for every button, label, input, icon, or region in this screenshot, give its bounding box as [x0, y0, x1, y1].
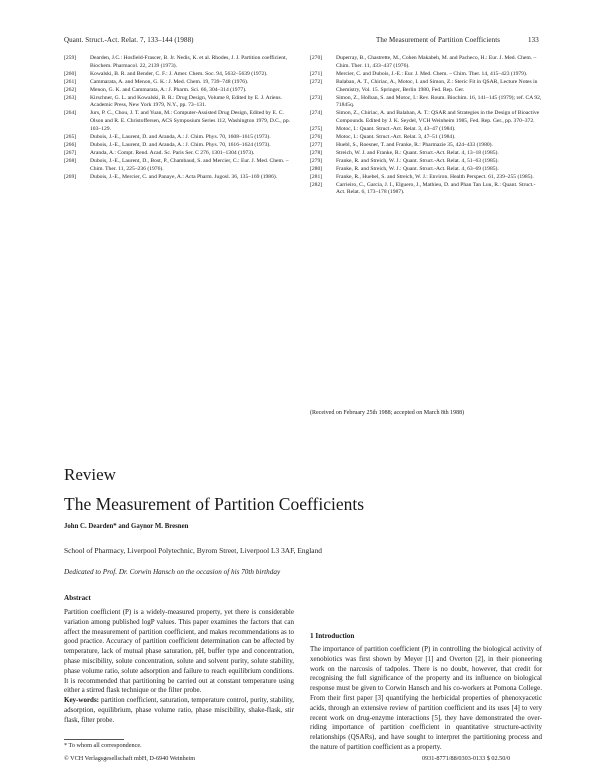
reference-entry: [310, 174, 542, 182]
keywords: partition coefficient, saturation, temperature control, purity, stability, adsorption, equilibrium, phase volume ratio, phase miscibility, shake-flask, stir flask, filter probe.: [64, 696, 294, 724]
reference-entry: [64, 134, 296, 142]
reference-text: Kirschner, G. L. and Kowalski, B. R.: Drug Design, Volume 8, Edited by E. J. Ariens. Academic Press, New York 1979, N.Y., pp. 73–131.: [90, 94, 282, 109]
reference-entry: [64, 87, 296, 95]
reference-entry: [310, 79, 542, 95]
running-header-left: Quant. Struct.-Act. Relat. 7, 133–144 (1988): [64, 36, 194, 44]
reference-entry: [310, 95, 542, 111]
reference-number: [264]: [64, 110, 77, 117]
abstract-body: [64, 608, 294, 726]
reference-number: [275]: [310, 126, 323, 133]
reference-text: Aranda, A.: Compt. Rend. Acad. Sc. Paris Ser. C 276, 1301–1304 (1973).: [90, 149, 255, 156]
reference-text: Carrieiro, C., Garcia, J. I., Elguero, J., Mathieu, D. and Phan Tan Luu, R.: Quant. Struct.-Act. Relat. 6, 173–178 (1987).: [336, 181, 536, 196]
reference-number: [268]: [64, 157, 77, 164]
reference-entry: [310, 150, 542, 158]
reference-entry: [310, 110, 542, 126]
abstract-heading: Abstract: [64, 594, 91, 602]
reference-number: [274]: [310, 110, 323, 117]
reference-text: Franke, R. and Streich, W. J.: Quant. Struct.-Act. Relat. 4, 63–69 (1985).: [336, 165, 499, 172]
reference-entry: [310, 134, 542, 142]
reference-number: [271]: [310, 70, 323, 77]
reference-text: Simon, Z., Holban, S. and Motoc, I.: Rev. Roum. Biochim. 16, 141–145 (1979); ref. CA 92, 71845q.: [336, 94, 542, 109]
references-right-column: [310, 55, 542, 197]
reference-text: Streich, W. J. and Franke, R.: Quant. Struct.-Act. Relat. 4, 13–18 (1985).: [336, 149, 499, 156]
article-title: The Measurement of Partition Coefficients: [64, 494, 365, 514]
reference-number: [282]: [310, 181, 323, 188]
reference-entry: [310, 158, 542, 166]
authors: John C. Dearden* and Gaynor M. Bresnen: [64, 523, 189, 530]
reference-number: [261]: [64, 78, 77, 85]
section-label: Review: [64, 465, 116, 484]
reference-entry: [64, 110, 296, 134]
introduction-body: The importance of partition coefficient (P) in controlling the biological activity of xenobiotics was first shown by Meyer [1] and Overton [2], in their pioneering work on the narcosis of tadpoles. There is no doubt, however, that credit for recognising the full significance of the property and its influence on biological response must be given to Corwin Hansch and his co-workers at Pomona College. From their first paper [3] quantifying the herbicidal properties of phenoxyacetic acids, through an extensive review of partition coefficient and its uses [4] to very recent work on drug-enzyme interactions [5], they have demonstrated the over-riding importance of partition coefficient in quantitative structure-activity relationships (QSARs), and have sought to interpret the partitioning process and the nature of partition coefficient as a property.: [310, 645, 542, 751]
reference-text: Duperray, B., Chastrette, M., Cohen Makabeh, M. and Pacheco, H.: Eur. J. Med. Chem. – Chim. Ther. 11, 433–437 (1976).: [336, 55, 537, 69]
reference-number: [267]: [64, 149, 77, 156]
reference-entry: [310, 55, 542, 71]
reference-entry: [310, 166, 542, 174]
reference-entry: [310, 71, 542, 79]
reference-text: Kowalski, B. R. and Bender, C. F.: J. Amer. Chem. Soc. 94, 5632–5639 (1972).: [90, 70, 268, 77]
reference-number: [280]: [310, 165, 323, 172]
reference-entry: [64, 158, 296, 174]
reference-number: [270]: [310, 55, 323, 61]
reference-entry: [64, 55, 296, 71]
reference-entry: [64, 174, 296, 182]
reference-entry: [64, 150, 296, 158]
reference-number: [281]: [310, 173, 323, 180]
reference-number: [266]: [64, 141, 77, 148]
reference-number: [279]: [310, 157, 323, 164]
footer-copyright: © VCH Verlagsgesellschaft mbH, D-6940 Weinheim: [64, 755, 196, 762]
reference-text: Dubois, J.-E., Laurent, D., Bost, P., Chambaud, S. and Mercier, C.: Eur. J. Med. Chem. – Chim. Ther. 11, 225–236 (1976).: [90, 157, 289, 172]
reference-text: Franke, R. and Streich, W. J.: Quant. Struct.-Act. Relat. 4, 51–63 (1985).: [336, 157, 499, 164]
reference-number: [260]: [64, 70, 77, 77]
running-header-title: The Measurement of Partition Coefficients: [376, 36, 501, 44]
reference-number: [262]: [64, 86, 77, 93]
reference-text: Jurs, P. C., Chou, J. T. and Yuan, M.: Computer-Assisted Drug Design, Edited by E. C. Olson and R. E. Christoffersen, ACS Symposium Series 112, Washington 1979, D.C., pp. 103–129.: [90, 110, 291, 133]
reference-text: Motoc, I.: Quant. Struct.-Act. Relat. 3, 43–47 (1984).: [336, 126, 456, 133]
reference-entry: [64, 95, 296, 111]
reference-number: [276]: [310, 134, 323, 141]
page-number: 133: [528, 36, 539, 44]
affiliation: School of Pharmacy, Liverpool Polytechnic, Byrom Street, Liverpool L3 3AF, England: [64, 546, 322, 555]
reference-number: [278]: [310, 149, 323, 156]
reference-entry: [310, 142, 542, 150]
reference-text: Dubois, J.-E., Laurent, D. and Aranda, A.: J. Chim. Phys. 70, 1608–1615 (1973).: [90, 134, 271, 141]
dedication: Dedicated to Prof. Dr. Corwin Hansch on the occasion of his 70th birthday: [64, 568, 281, 576]
reference-text: Mercier, C. and Dubois, J.-E.: Eur. J. Med. Chem. – Chim. Ther. 14, 415–423 (1979).: [336, 70, 528, 77]
reference-number: [273]: [310, 94, 323, 101]
reference-text: Simon, Z., Chiriac, A. and Balaban, A. T.: QSAR and Strategies in the Design of Bioactive Compounds. Edited by J. K. Seydel, VCH Weinheim 1985, Fed. Rep. Ger., pp. 370–372.: [336, 110, 540, 125]
reference-entry: [310, 126, 542, 134]
reference-number: [263]: [64, 94, 77, 101]
reference-entry: [64, 142, 296, 150]
reference-entry: [310, 182, 542, 198]
reference-text: Cammarata, A. and Menon, G. K.: J. Med. Chem. 19, 739–748 (1976).: [90, 78, 249, 85]
reference-text: Huebl, S., Roesner, T. and Franke, R.: Pharmazie 35, 424–433 (1980).: [336, 141, 493, 148]
reference-entry: [64, 79, 296, 87]
reference-number: [272]: [310, 78, 323, 85]
reference-text: Dubois, J.-E., Laurent, D. and Aranda, A.: J. Chim. Phys. 70, 1616–1624 (1973).: [90, 141, 271, 148]
footnote-rule: [64, 739, 124, 740]
reference-text: Franke, R., Huebel, S. and Streich, W. J.: Environ. Health Perspect. 61, 239–255 (1985).: [336, 173, 534, 180]
footnote: * To whom all correspondence.: [64, 742, 142, 749]
reference-text: Motoc, I.: Quant. Struct.-Act. Relat. 3, 47–51 (1984).: [336, 134, 456, 141]
introduction-heading: 1 Introduction: [310, 632, 355, 640]
received-note: (Received on February 25th 1988; accepted on March 8th 1988): [310, 410, 465, 416]
reference-text: Balaban, A. T., Chiriac, A., Motoc, I. and Simon, Z.: Steric Fit in QSAR, Lecture Notes in Chemistry, Vol. 15. Springer, Berlin 1980, Fed. Rep. Ger.: [336, 78, 538, 93]
reference-text: Dubois, J.-E., Mercier, C. and Panaye, A.: Acta Pharm. Jugosl. 36, 135–169 (1986).: [90, 173, 278, 180]
reference-number: [277]: [310, 141, 323, 148]
reference-text: Menon, G. K. and Cammarata, A.: J. Pharm. Sci. 66, 304–314 (1977).: [90, 86, 247, 93]
references-left-column: [64, 55, 296, 182]
abstract-text: Partition coefficient (P) is a widely-measured property, yet there is considerable variation among published logP values. This paper examines the factors that can affect the measurement of partition coefficient, and makes recommendations as to good practice. Accuracy of partition coefficient determination can be affected by temperature, lack of mutual phase saturation, pH, buffer type and concentration, phase miscibility, solute concentration, solute and solvent purity, solute stability, phase volume ratio, solute adsorption and failure to reach equilibrium conditions. It is recommended that partitioning be carried out at constant temperature using either a stirred flask technique or the filter probe.: [64, 608, 294, 695]
reference-number: [265]: [64, 134, 77, 141]
footer-issn: 0931-8771/88/0303-0133 $ 02.50/0: [422, 755, 511, 762]
reference-entry: [64, 71, 296, 79]
reference-number: [259]: [64, 55, 77, 61]
reference-number: [269]: [64, 173, 77, 180]
keywords-label: Key-words:: [64, 696, 99, 705]
reference-text: Dearden, J.C.: Hosfield-Frascer, B. Jr. Nedis, K. et al. Rhodes, J. J. Partition coefficient, Biochem. Pharmacol. 22, 2139 (1973).: [90, 55, 287, 69]
